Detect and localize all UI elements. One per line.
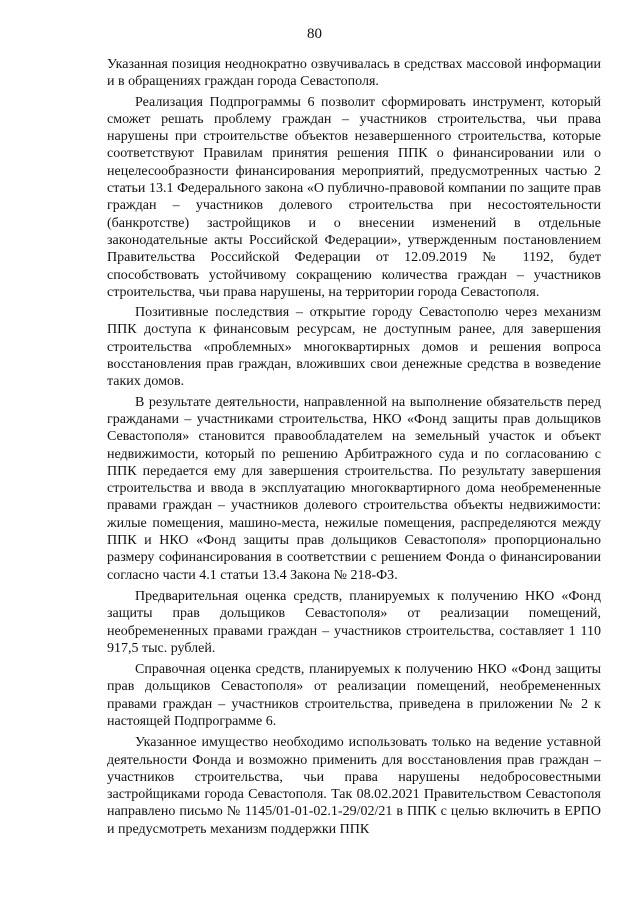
paragraph-subprogram-implementation: Реализация Подпрограммы 6 позволит сформировать инструмент, который сможет решать проблему граждан – участников строительства, чьи права нарушены при строительстве объектов незавершенного строительства, которые соответствуют Правилам принятия решения ППК о финансировании или о нецелесообразности финансирования мероприятий, предусмотренных частью 2 статьи 13.1 Федерального закона «О публично-правовой компании по защите прав граждан – участников долевого строительства при несостоятельности (банкротстве) застройщиков и о внесении изменений в отдельные законодательные акты Российской Федерации», утвержденным постановлением Правительства Российской Федерации от 12.09.2019 № 1192, будет способствовать устойчивому сокращению количества граждан – участников строительства, чьи права нарушены, на территории города Севастополя.: [107, 94, 601, 300]
paragraph-property-usage: Указанное имущество необходимо использовать только на ведение уставной деятельности Фонда и возможно применить для восстановления прав граждан – участников строительства, чьи права нарушены недобросовестными застройщиками города Севастополя. Так 08.02.2021 Правительством Севастополя направлено письмо № 1145/01-01-02.1-29/02/21 в ППК с целью включить в ЕРПО и предусмотреть механизм поддержки ППК: [107, 735, 601, 837]
page-body: [107, 56, 601, 841]
page-number: 80: [307, 26, 322, 42]
paragraph-positive-consequences: Позитивные последствия – открытие городу Севастополю через механизм ППК доступа к финансовым ресурсам, не доступным ранее, для завершения строительства «проблемных» многоквартирных домов и решения вопроса восстановления прав граждан, вложивших свои денежные средства в возведение таких домов.: [107, 305, 601, 390]
paragraph-preliminary-estimate: Предварительная оценка средств, планируемых к получению НКО «Фонд защиты прав дольщиков Севастополя» от реализации помещений, необремененных правами граждан – участников строительства, составляет 1 110 917,5 тыс. рублей.: [107, 588, 601, 656]
paragraph-media-position: Указанная позиция неоднократно озвучивалась в средствах массовой информации и в обращениях граждан города Севастополя.: [107, 57, 601, 90]
paragraph-fund-activity: В результате деятельности, направленной на выполнение обязательств перед гражданами – участниками строительства, НКО «Фонд защиты прав дольщиков Севастополя» становится правообладателем на земельный участок и объект недвижимости, который по решению Арбитражного суда и по согласованию с ППК передается ему для завершения строительства. По результату завершения строительства и ввода в эксплуатацию многоквартирного дома необремененные правами граждан – участников долевого строительства объекты недвижимости: жилые помещения, машино-места, нежилые помещения, распределяются между ППК и НКО «Фонд защиты прав дольщиков Севастополя» пропорционально размеру софинансирования в соответствии с решением Фонда о финансировании согласно части 4.1 статьи 13.4 Закона № 218-ФЗ.: [107, 394, 601, 583]
paragraph-reference-estimate: Справочная оценка средств, планируемых к получению НКО «Фонд защиты прав дольщиков Севастополя» от реализации помещений, необремененных правами граждан – участников строительства, приведена в приложении № 2 к настоящей Подпрограмме 6.: [107, 662, 601, 729]
